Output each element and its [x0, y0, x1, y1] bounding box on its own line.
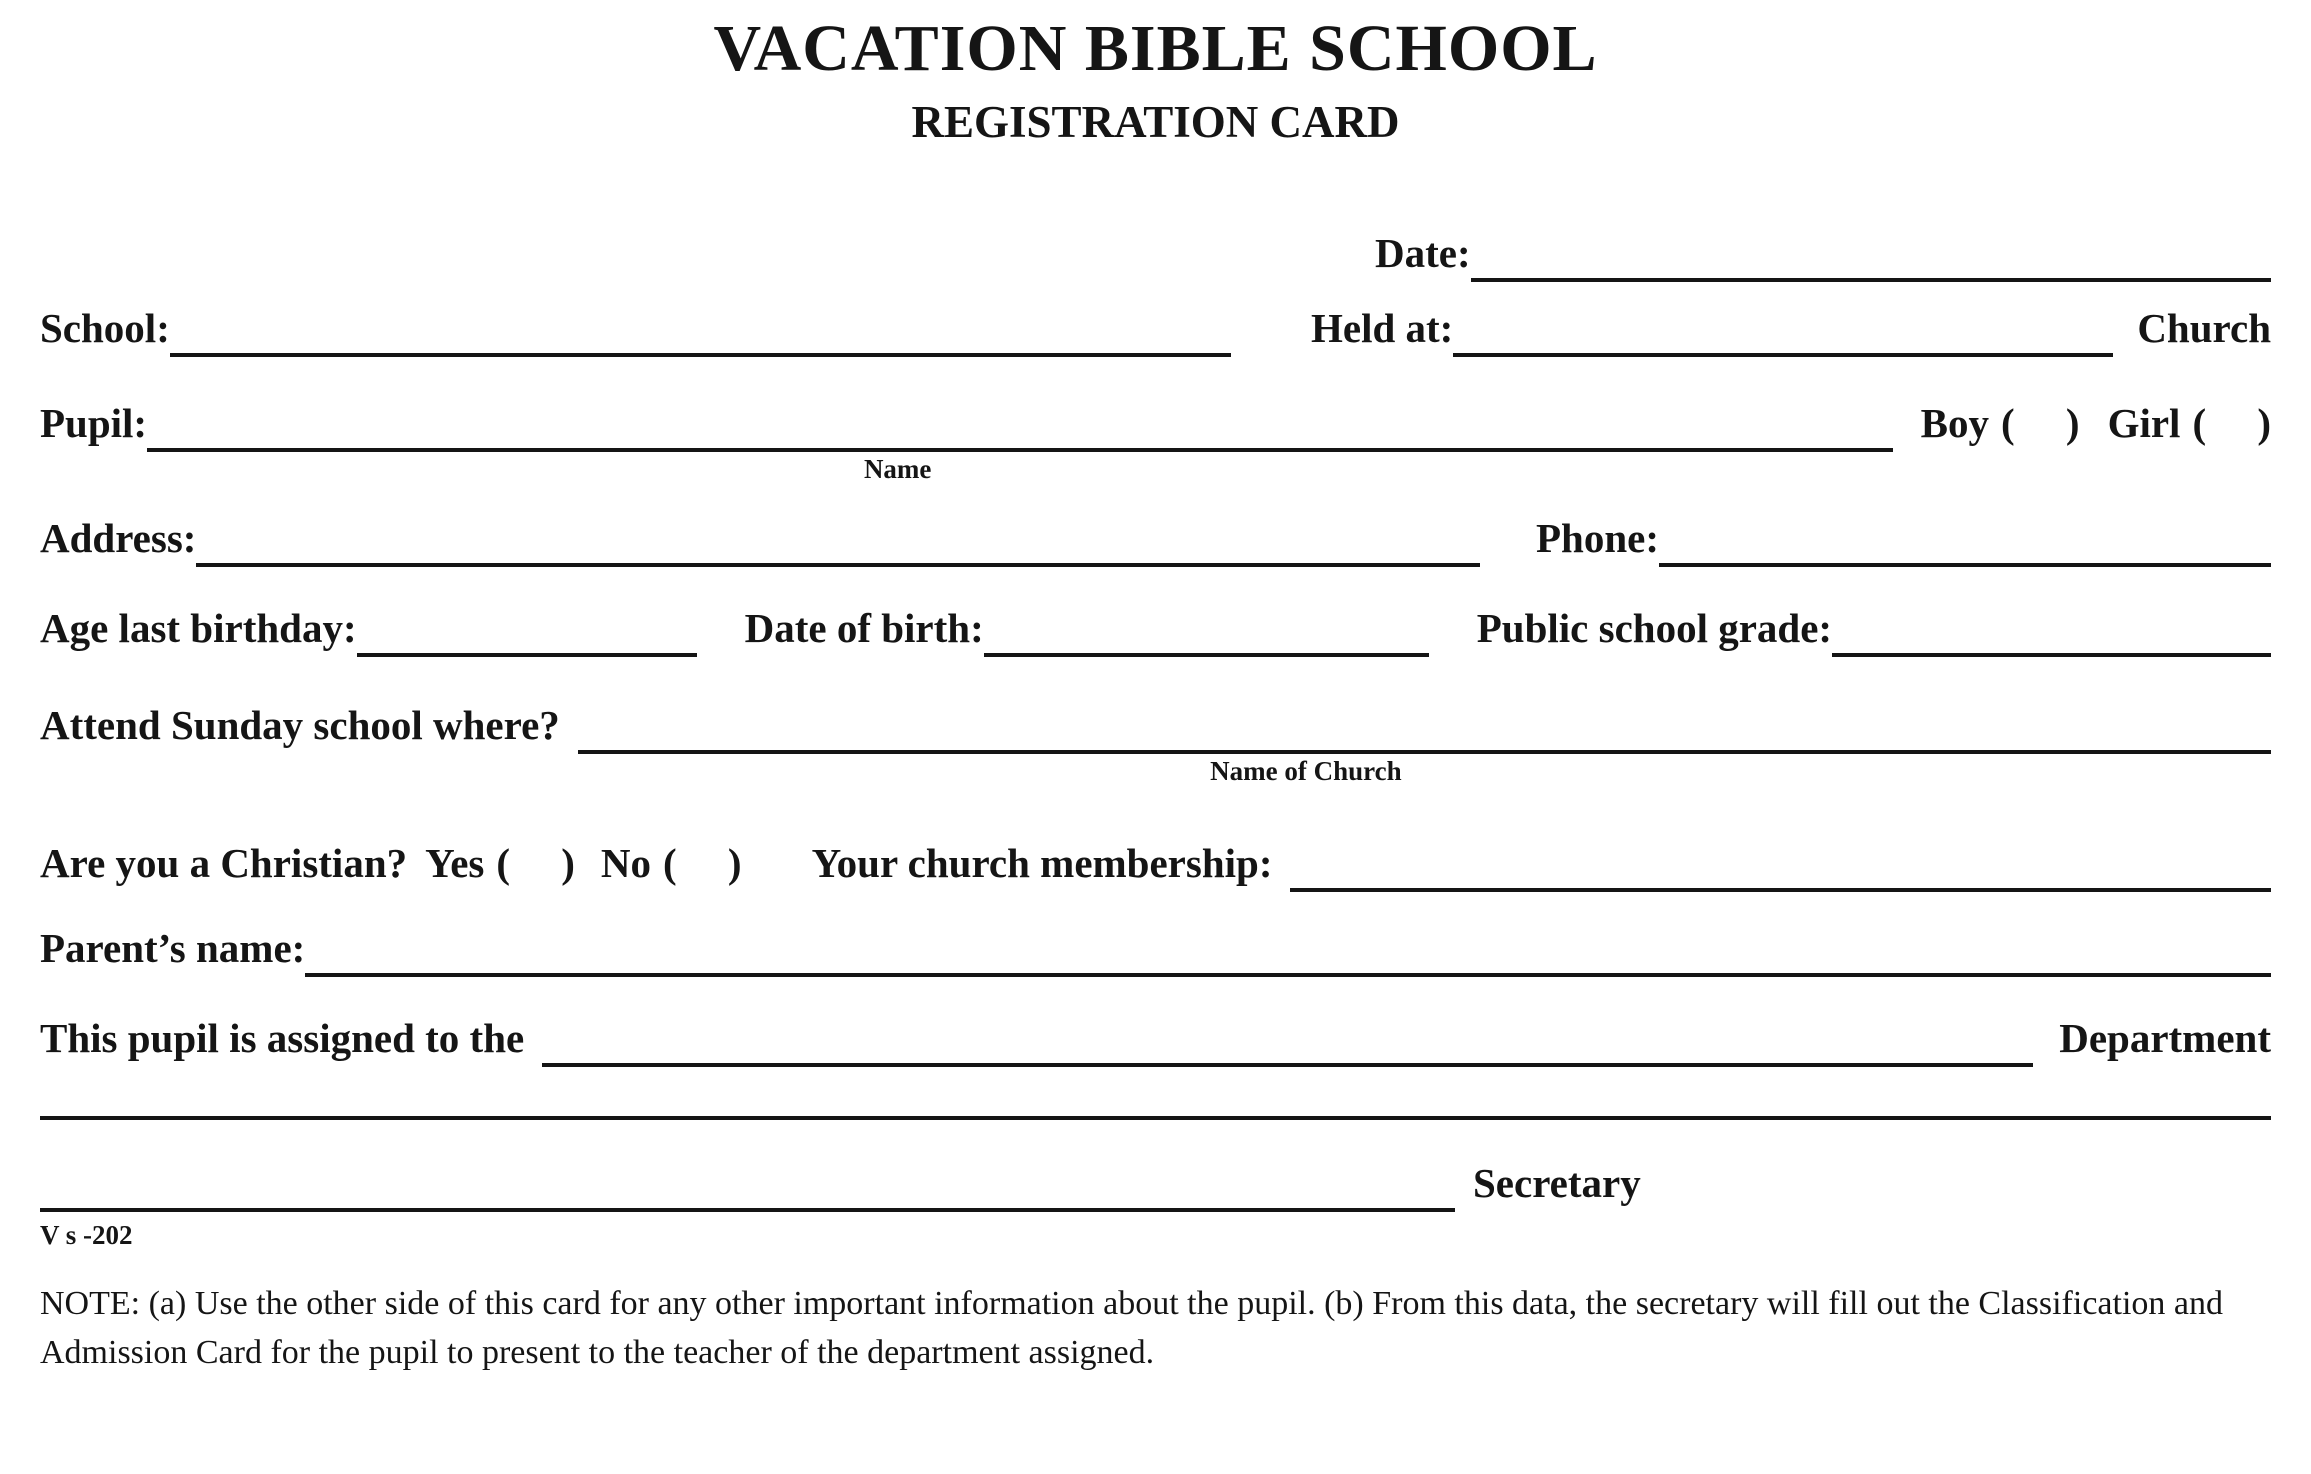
secretary-suffix-label: Secretary [1473, 1160, 1641, 1206]
assigned-to-label: This pupil is assigned to the [40, 1015, 525, 1061]
age-row [40, 605, 2271, 651]
held-at-input-line[interactable] [1453, 353, 2113, 357]
parent-name-label: Parent’s name: [40, 925, 306, 971]
pupil-name-caption: Name [863, 454, 932, 484]
christian-row [40, 840, 2271, 886]
note-text: NOTE: (a) Use the other side of this card for any other important information about the pupil. (b) From this data, the secretary will fill out the Classification and Admission Card for the pupil to present to the teacher of the department assigned. [40, 1285, 2223, 1372]
are-you-christian-label: Are you a Christian? [40, 840, 408, 886]
name-of-church-caption: Name of Church [1210, 756, 1402, 786]
form-code: V s -202 [40, 1220, 133, 1250]
girl-label: Girl [2107, 400, 2181, 446]
no-option [600, 840, 742, 886]
date-input-line[interactable] [1471, 278, 2271, 282]
boy-label: Boy [1920, 400, 1989, 446]
dob-input-line[interactable] [984, 653, 1429, 657]
membership-input-line[interactable] [1290, 888, 2271, 892]
school-input-line[interactable] [170, 353, 1231, 357]
attend-row [40, 702, 2271, 786]
age-last-birthday-label: Age last birthday: [40, 605, 357, 651]
parent-row [40, 925, 2271, 971]
no-checkbox[interactable]: ( ) [663, 840, 742, 886]
department-suffix-label: Department [2059, 1015, 2271, 1061]
phone-input-line[interactable] [1659, 563, 2271, 567]
date-label: Date: [1375, 230, 1471, 276]
pupil-name-input-line[interactable] [147, 448, 1893, 452]
address-input-line[interactable] [196, 563, 1480, 567]
sunday-school-input-line[interactable] [578, 750, 2271, 754]
yes-option [425, 840, 575, 886]
extra-info-row [40, 1108, 2271, 1112]
date-row [40, 230, 2271, 276]
assigned-row [40, 1015, 2271, 1061]
attend-sunday-school-label: Attend Sunday school where? [40, 702, 560, 748]
phone-label: Phone: [1536, 515, 1659, 561]
girl-checkbox[interactable]: ( ) [2192, 400, 2271, 446]
no-label: No [600, 840, 652, 886]
secretary-signature-line[interactable] [40, 1208, 1455, 1212]
boy-checkbox[interactable]: ( ) [2001, 400, 2080, 446]
school-row [40, 305, 2271, 351]
grade-input-line[interactable] [1832, 653, 2271, 657]
page-subtitle: REGISTRATION CARD [911, 97, 1400, 147]
secretary-row [40, 1160, 2271, 1206]
public-school-grade-label: Public school grade: [1476, 605, 1833, 651]
pupil-label: Pupil: [40, 400, 148, 446]
yes-checkbox[interactable]: ( ) [496, 840, 575, 886]
girl-option [2107, 400, 2271, 446]
boy-option [1920, 400, 2080, 446]
address-label: Address: [40, 515, 197, 561]
department-input-line[interactable] [542, 1063, 2033, 1067]
age-input-line[interactable] [357, 653, 697, 657]
address-row [40, 515, 2271, 561]
church-membership-label: Your church membership: [811, 840, 1273, 886]
pupil-row [40, 400, 2271, 484]
held-at-label: Held at: [1310, 305, 1454, 351]
page-title: VACATION BIBLE SCHOOL [713, 12, 1598, 85]
church-suffix-label: Church [2137, 305, 2271, 351]
extra-info-input-line[interactable] [40, 1116, 2271, 1120]
school-label: School: [40, 305, 170, 351]
date-of-birth-label: Date of birth: [744, 605, 984, 651]
parent-name-input-line[interactable] [305, 973, 2271, 977]
yes-label: Yes [425, 840, 485, 886]
